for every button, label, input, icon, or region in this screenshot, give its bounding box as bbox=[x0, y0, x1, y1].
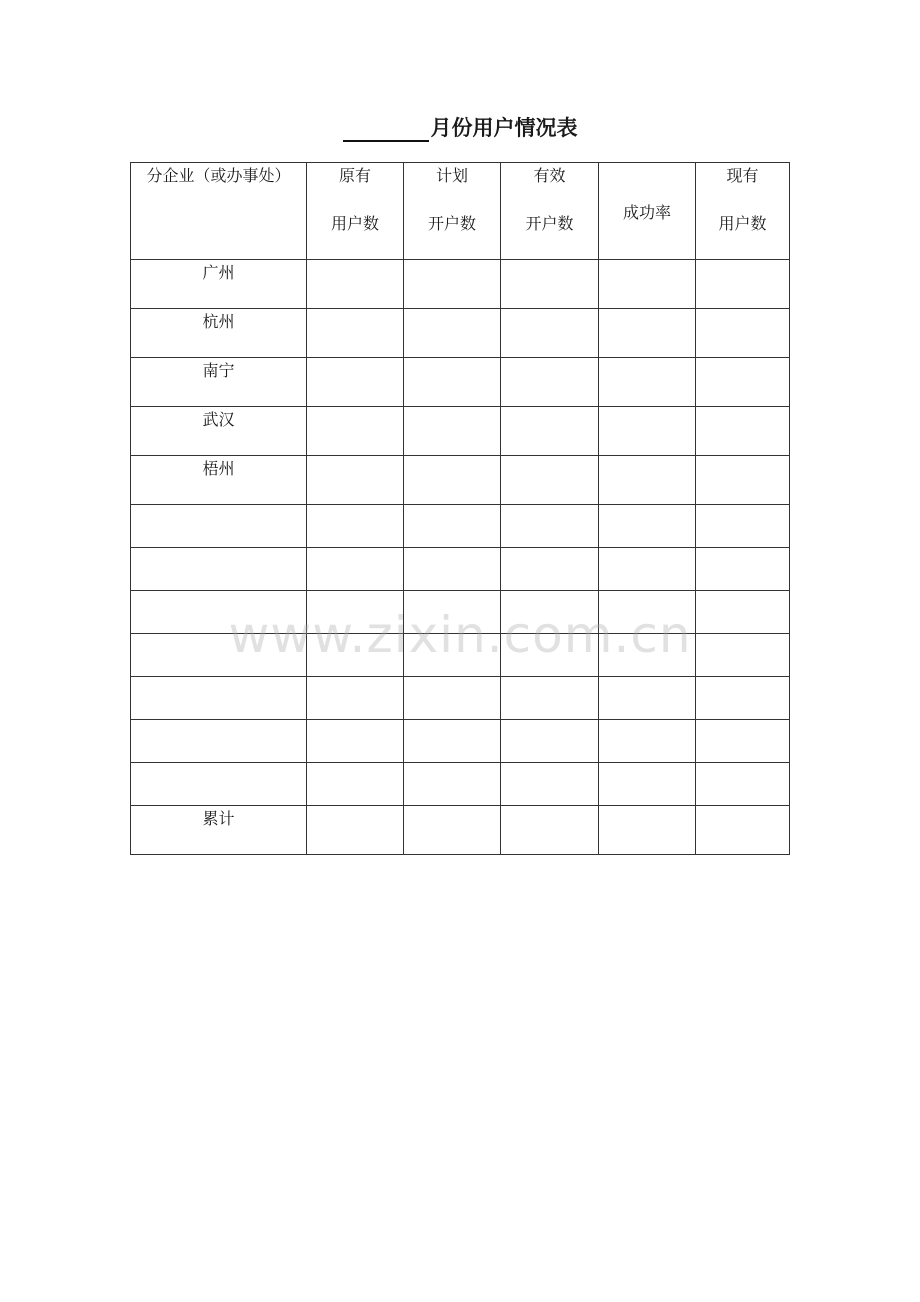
data-cell bbox=[696, 260, 790, 309]
branch-name: 梧州 bbox=[202, 459, 235, 478]
data-cell bbox=[696, 720, 790, 763]
table-row bbox=[131, 548, 790, 591]
table-row bbox=[131, 456, 790, 505]
data-cell bbox=[599, 720, 696, 763]
data-cell bbox=[501, 763, 599, 806]
data-cell bbox=[404, 677, 501, 720]
data-cell bbox=[501, 591, 599, 634]
data-cell bbox=[501, 309, 599, 358]
data-cell bbox=[696, 309, 790, 358]
table-row bbox=[131, 720, 790, 763]
data-cell bbox=[501, 806, 599, 855]
branch-cell bbox=[131, 309, 307, 358]
branch-name: 杭州 bbox=[202, 312, 235, 331]
branch-cell bbox=[131, 677, 307, 720]
table-row bbox=[131, 634, 790, 677]
header-label-line2: 开户数 bbox=[427, 214, 476, 233]
header-label-line2: 用户数 bbox=[330, 214, 379, 233]
data-cell bbox=[599, 505, 696, 548]
data-cell bbox=[599, 548, 696, 591]
data-cell bbox=[696, 677, 790, 720]
header-label-line1: 现有 bbox=[726, 166, 759, 185]
table-row bbox=[131, 358, 790, 407]
data-cell bbox=[501, 358, 599, 407]
data-cell bbox=[599, 806, 696, 855]
data-cell bbox=[307, 456, 404, 505]
data-cell bbox=[696, 548, 790, 591]
data-cell bbox=[501, 720, 599, 763]
branch-cell bbox=[131, 634, 307, 677]
data-cell bbox=[501, 260, 599, 309]
branch-name: 广州 bbox=[202, 263, 235, 282]
header-label-line2: 开户数 bbox=[525, 214, 574, 233]
document-title bbox=[0, 112, 920, 142]
data-cell bbox=[404, 260, 501, 309]
watermark: www.zixin.com.cn bbox=[228, 606, 692, 664]
data-cell bbox=[307, 260, 404, 309]
data-cell bbox=[599, 358, 696, 407]
header-original-users bbox=[307, 163, 404, 260]
data-cell bbox=[307, 720, 404, 763]
table-row bbox=[131, 407, 790, 456]
data-cell bbox=[404, 591, 501, 634]
data-cell bbox=[307, 407, 404, 456]
branch-name: 南宁 bbox=[202, 361, 235, 380]
header-planned-accounts bbox=[404, 163, 501, 260]
total-label: 累计 bbox=[202, 809, 235, 828]
header-label-line1: 计划 bbox=[435, 166, 468, 185]
header-label-line1: 有效 bbox=[533, 166, 566, 185]
data-cell bbox=[696, 505, 790, 548]
user-report-table bbox=[130, 162, 790, 855]
data-cell bbox=[501, 548, 599, 591]
data-cell bbox=[307, 505, 404, 548]
data-cell bbox=[501, 677, 599, 720]
data-cell bbox=[404, 505, 501, 548]
table-row bbox=[131, 260, 790, 309]
header-success-rate bbox=[599, 163, 696, 260]
data-cell bbox=[696, 407, 790, 456]
table-row bbox=[131, 763, 790, 806]
data-cell bbox=[599, 591, 696, 634]
data-cell bbox=[599, 763, 696, 806]
data-cell bbox=[404, 720, 501, 763]
branch-cell bbox=[131, 407, 307, 456]
branch-cell bbox=[131, 260, 307, 309]
data-cell bbox=[307, 548, 404, 591]
header-label-line2: 用户数 bbox=[718, 214, 767, 233]
data-cell bbox=[599, 634, 696, 677]
data-cell bbox=[696, 456, 790, 505]
data-cell bbox=[307, 677, 404, 720]
month-blank bbox=[343, 116, 429, 142]
data-cell bbox=[307, 358, 404, 407]
data-cell bbox=[404, 548, 501, 591]
data-cell bbox=[404, 309, 501, 358]
header-current-users bbox=[696, 163, 790, 260]
data-cell bbox=[599, 260, 696, 309]
branch-cell bbox=[131, 548, 307, 591]
data-cell bbox=[599, 309, 696, 358]
data-cell bbox=[696, 763, 790, 806]
branch-cell bbox=[131, 456, 307, 505]
data-cell bbox=[404, 358, 501, 407]
data-cell bbox=[307, 806, 404, 855]
header-valid-accounts bbox=[501, 163, 599, 260]
data-cell bbox=[307, 591, 404, 634]
data-cell bbox=[696, 806, 790, 855]
header-branch bbox=[131, 163, 307, 260]
table-row bbox=[131, 505, 790, 548]
data-cell bbox=[501, 505, 599, 548]
data-cell bbox=[404, 456, 501, 505]
data-cell bbox=[599, 456, 696, 505]
data-cell bbox=[696, 358, 790, 407]
data-cell bbox=[501, 407, 599, 456]
table-row-total bbox=[131, 806, 790, 855]
data-cell bbox=[599, 407, 696, 456]
branch-cell bbox=[131, 720, 307, 763]
branch-cell bbox=[131, 763, 307, 806]
data-cell bbox=[404, 763, 501, 806]
data-cell bbox=[501, 456, 599, 505]
data-cell bbox=[307, 634, 404, 677]
title-text: 月份用户情况表 bbox=[430, 116, 578, 140]
header-branch-label: 分企业（或办事处） bbox=[146, 166, 291, 185]
data-cell bbox=[696, 634, 790, 677]
table-row bbox=[131, 309, 790, 358]
data-cell bbox=[307, 309, 404, 358]
table-row bbox=[131, 677, 790, 720]
data-cell bbox=[404, 806, 501, 855]
data-cell bbox=[501, 634, 599, 677]
branch-cell bbox=[131, 505, 307, 548]
header-label-line1: 原有 bbox=[338, 166, 371, 185]
table-row bbox=[131, 591, 790, 634]
data-cell bbox=[307, 763, 404, 806]
branch-cell bbox=[131, 591, 307, 634]
branch-name: 武汉 bbox=[202, 410, 235, 429]
data-cell bbox=[404, 407, 501, 456]
branch-cell bbox=[131, 806, 307, 855]
data-cell bbox=[696, 591, 790, 634]
data-cell bbox=[599, 677, 696, 720]
header-label: 成功率 bbox=[622, 202, 671, 222]
data-cell bbox=[404, 634, 501, 677]
branch-cell bbox=[131, 358, 307, 407]
